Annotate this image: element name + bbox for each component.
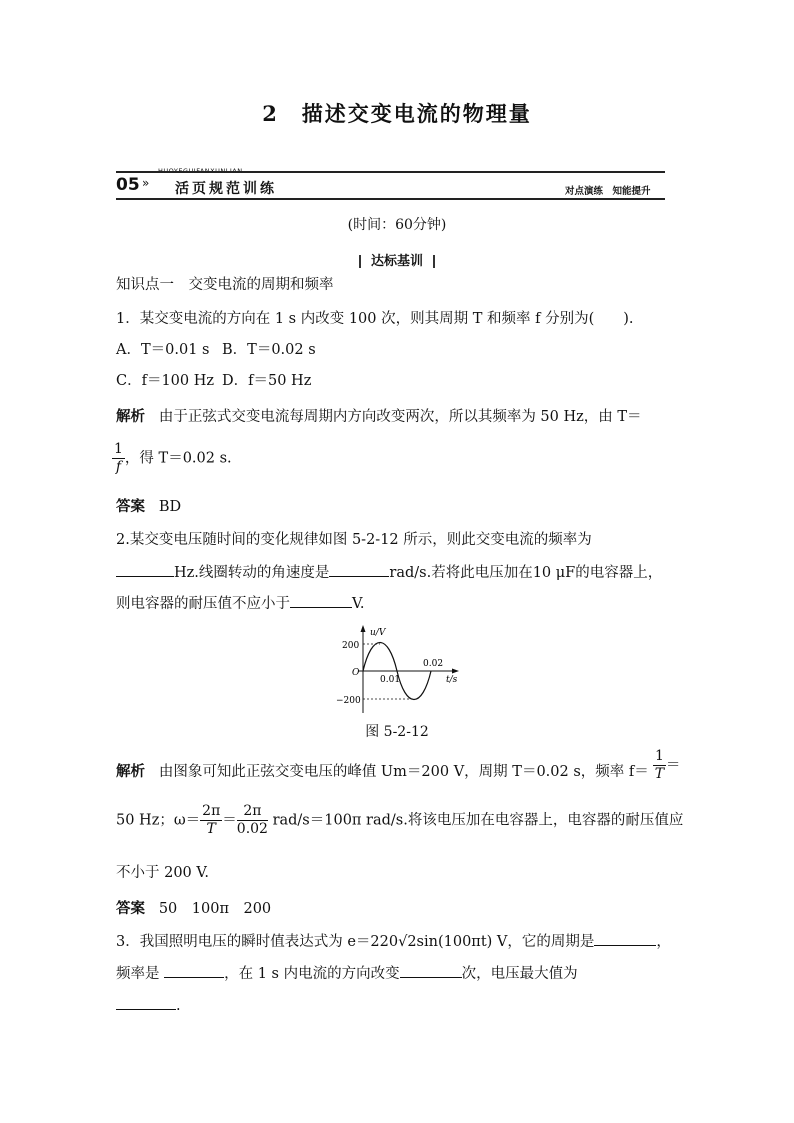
q3-line1b: ， [656, 934, 671, 950]
banner-right-text: 对点演练 知能提升 [565, 186, 651, 197]
q3-line3 [116, 995, 181, 1015]
q1-analysis-line2 [112, 441, 232, 476]
q3-blank-frequency[interactable] [164, 963, 224, 978]
section-heading [0, 250, 794, 269]
q3-line2b: ，在 1 s 内电流的方向改变 [224, 966, 400, 982]
q3-line1 [116, 931, 671, 951]
q2-analysis-text2a: 50 Hz；ω＝ [116, 812, 201, 829]
q1-analysis-text2: ，得 T＝0.02 s. [124, 450, 232, 467]
q2-analysis-text1: 由图象可知此正弦交变电压的峰值 Um＝200 V，周期 T＝0.02 s，频率 f＝ [158, 764, 649, 780]
q2-analysis-label: 解析 [116, 764, 145, 780]
graph-y-arrow-icon [361, 625, 366, 632]
graph-x-half-label: 0.01 [380, 675, 401, 685]
figure-caption: 图 5-2-12 [365, 724, 429, 740]
section-bar-right [433, 255, 435, 268]
q2-omega1-den: T [206, 821, 216, 837]
q3-line2 [116, 963, 578, 983]
q3-line3b: . [176, 998, 181, 1014]
graph-x-arrow-icon [452, 669, 459, 674]
q1-answer [116, 498, 181, 516]
section-label: 达标基训 [370, 254, 423, 269]
q2-analysis-line3: 不小于 200 V. [116, 865, 209, 881]
q2-blank-voltage[interactable] [290, 593, 352, 608]
q1-option-d: D．f＝50 Hz [222, 373, 312, 389]
q2-omega2-num: 2π [237, 803, 268, 821]
q2-freq-den: T [654, 766, 665, 782]
banner-number: 05 [116, 175, 140, 195]
q1-fraction-num: 1 [114, 441, 123, 457]
q1-answer-label: 答案 [116, 499, 145, 515]
q2-omega2-den: 0.02 [236, 821, 268, 837]
section-bar-left [359, 255, 361, 268]
q3-line1a: 3．我国照明电压的瞬时值表达式为 e＝220√2sin(100πt) V，它的周期是 [116, 934, 595, 950]
q1-option-a: A．T＝0.01 s [116, 342, 210, 358]
q1-fraction [112, 441, 125, 476]
graph-origin-label: O [352, 668, 360, 678]
q2-blank-frequency[interactable] [116, 562, 174, 577]
q1-analysis-line1 [116, 408, 642, 426]
q2-line2 [116, 562, 662, 582]
knowledge-point-heading: 知识点一 交变电流的周期和频率 [116, 277, 334, 293]
q2-line1: 2.某交变电压随时间的变化规律如图 5-2-12 所示，则此交变电流的频率为 [116, 532, 592, 548]
q1-option-b: B．T＝0.02 s [222, 342, 316, 358]
q2-answer-label: 答案 [116, 901, 145, 917]
q2-line3b: V. [352, 596, 365, 612]
time-note: (时间：60分钟) [347, 217, 447, 233]
banner-bottom-rule [116, 198, 665, 200]
q1-stem: 1．某交变电流的方向在 1 s 内改变 100 次，则其周期 T 和频率 f 分别为( ). [116, 311, 634, 327]
q1-analysis-label: 解析 [116, 409, 145, 425]
q2-omega-fraction1 [200, 803, 222, 838]
voltage-time-graph [330, 625, 470, 717]
q3-blank-changes[interactable] [400, 963, 462, 978]
q2-analysis-line2 [116, 803, 683, 838]
q2-omega1-num: 2π [202, 803, 221, 819]
banner-arrow-icon: » [142, 176, 150, 190]
q2-omega-fraction2 [237, 803, 268, 838]
q2-answer [116, 900, 271, 918]
q2-analysis-text2b: rad/s＝100π rad/s.将该电压加在电容器上，电容器的耐压值应 [272, 812, 684, 829]
q3-blank-max-voltage[interactable] [116, 995, 176, 1010]
q3-line2c: 次，电压最大值为 [461, 966, 578, 982]
q2-eq-mid: ＝ [222, 812, 237, 829]
q1-option-c: C．f＝100 Hz [116, 373, 215, 389]
q2-analysis-line1 [116, 763, 649, 781]
q2-answer-value: 50 100π 200 [158, 901, 272, 917]
graph-xlabel: t/s [446, 675, 458, 685]
q2-freq-num: 1 [655, 748, 664, 764]
q2-line3 [116, 593, 365, 613]
graph-ymin-label: −200 [336, 696, 361, 706]
q2-line3a: 则电容器的耐压值不应小于 [116, 596, 290, 612]
q2-freq-fraction [653, 748, 666, 783]
banner-title: 活页规范训练 [175, 181, 277, 197]
q2-blank-omega[interactable] [329, 562, 389, 577]
graph-ymax-label: 200 [342, 641, 360, 651]
graph-x-full-label: 0.02 [423, 659, 444, 669]
banner-top-rule [116, 171, 665, 173]
q2-eq-tail: ＝ [665, 757, 681, 774]
q3-blank-period[interactable] [594, 931, 656, 946]
q2-line2b: rad/s.若将此电压加在10 μF的电容器上， [389, 565, 663, 581]
q1-answer-value: BD [158, 499, 182, 515]
q1-analysis-text: 由于正弦式交变电流每周期内方向改变两次，所以其频率为 50 Hz，由 T＝ [158, 409, 642, 425]
q3-line2a: 频率是 [116, 966, 160, 982]
q2-freq-fraction-wrap [653, 748, 680, 783]
page-title: 2 描述交变电流的物理量 [262, 101, 532, 126]
graph-ylabel: u/V [370, 628, 386, 638]
q1-fraction-den: f [115, 459, 122, 475]
q2-line2a: Hz.线圈转动的角速度是 [174, 565, 330, 581]
